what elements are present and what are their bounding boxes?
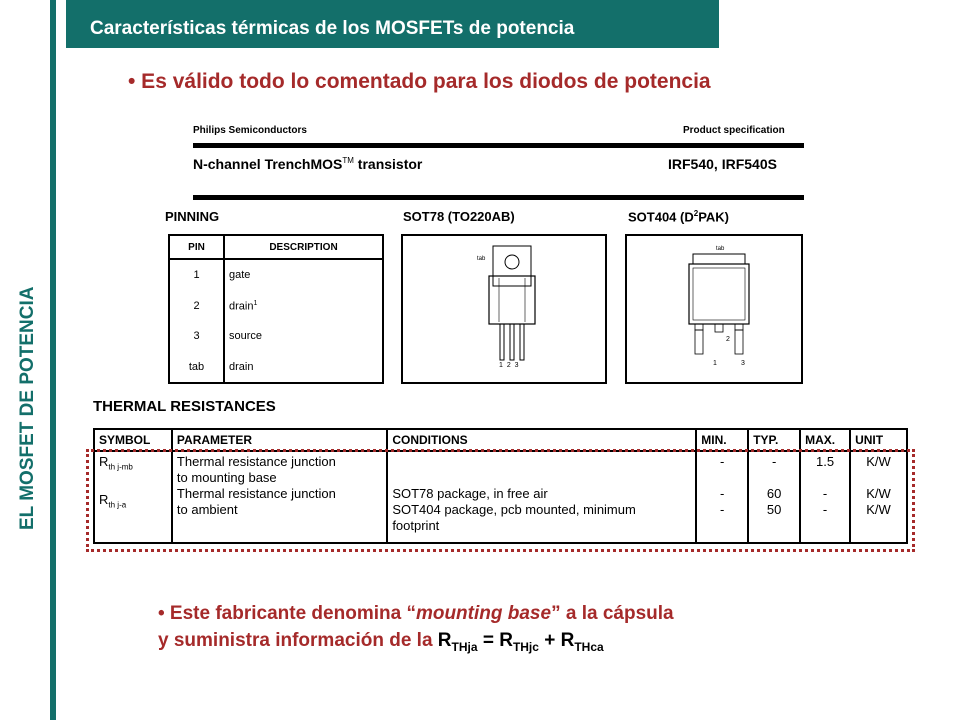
parameter-cell: Thermal resistance junction to mounting base Thermal resistance junction to ambient [172,451,387,543]
pin-description: drain$^1$ [229,299,258,313]
description-header: DESCRIPTION [224,235,383,259]
datasheet-rule-top [193,143,804,148]
th-symbol: SYMBOL [94,429,172,451]
table-row [169,291,383,322]
side-rule [50,0,56,720]
pkg2-pin2-label: 2 [726,336,730,343]
thermal-title: THERMAL RESISTANCES [93,398,276,415]
pin-number: tab [169,351,224,383]
th-typ: TYP. [748,429,800,451]
unit-cell: K/W K/W K/W [866,454,891,517]
datasheet-part-numbers: IRF540, IRF540S [668,156,777,172]
min-cell: - - - [696,451,748,543]
pkg2-pin1-label: 1 [713,360,717,367]
pkg1-tab-label: tab [477,256,486,262]
typ-cell: - 60 50 [748,451,800,543]
title-bar [66,0,719,48]
datasheet-rule-bottom [193,195,804,200]
bullet-top: • Es válido todo lo comentado para los diodos de potencia [128,70,711,93]
vertical-section-title: EL MOSFET DE POTENCIA [17,286,38,530]
th-min: MIN. [696,429,748,451]
max-cell: 1.5 - - [800,451,850,543]
conditions-cell: SOT78 package, in free air SOT404 package, pcb mounted, minimum footprint [387,451,696,543]
pin-number: 1 [169,259,224,291]
pkg2-tab-label: tab [716,246,725,252]
pinning-table [168,234,384,384]
th-parameter: PARAMETER [172,429,387,451]
table-row [169,322,383,351]
pin-description: source [229,330,263,343]
pin-description: drain [229,360,254,373]
table-row [169,351,383,383]
pin-description: gate [229,269,251,282]
pinning-title: PINNING [165,209,220,224]
bullet-bottom: • Este fabricante denomina “mounting base” a la cápsula y suministra información de la $R_{THja} = R_{THjc} + R_{THca}$ [158,603,674,654]
highlight-dotted-box [86,449,915,552]
th-unit: UNIT [850,429,907,451]
pkg2-drawing-box [625,234,803,384]
symbol-cell: $R_{th j-mb}$ $R_{th j-a}$ [94,451,172,543]
datasheet-product-name: N-channel TrenchMOS™ transistor [193,156,423,172]
datasheet-doc-type: Product specification [683,125,785,136]
pin-number: 2 [169,291,224,322]
table-row [169,259,383,291]
pkg1-pin-labels: 1 2 3 [499,362,520,369]
th-conditions: CONDITIONS [387,429,696,451]
to220-package-icon [403,236,605,382]
th-max: MAX. [800,429,850,451]
thermal-header-row [94,429,907,451]
pin-number: 3 [169,322,224,351]
pkg2-pin3-label: 3 [741,360,745,367]
datasheet-company: Philips Semiconductors [193,125,307,136]
page-title: Características térmicas de los MOSFETs de potencia [90,18,575,39]
pinning-header-row [169,235,383,259]
pkg1-drawing-box [401,234,607,384]
pin-header: PIN [169,235,224,259]
pkg1-title: SOT78 (TO220AB) [403,209,515,224]
pkg2-title: SOT404 $(D^2PAK)$ [628,209,730,225]
